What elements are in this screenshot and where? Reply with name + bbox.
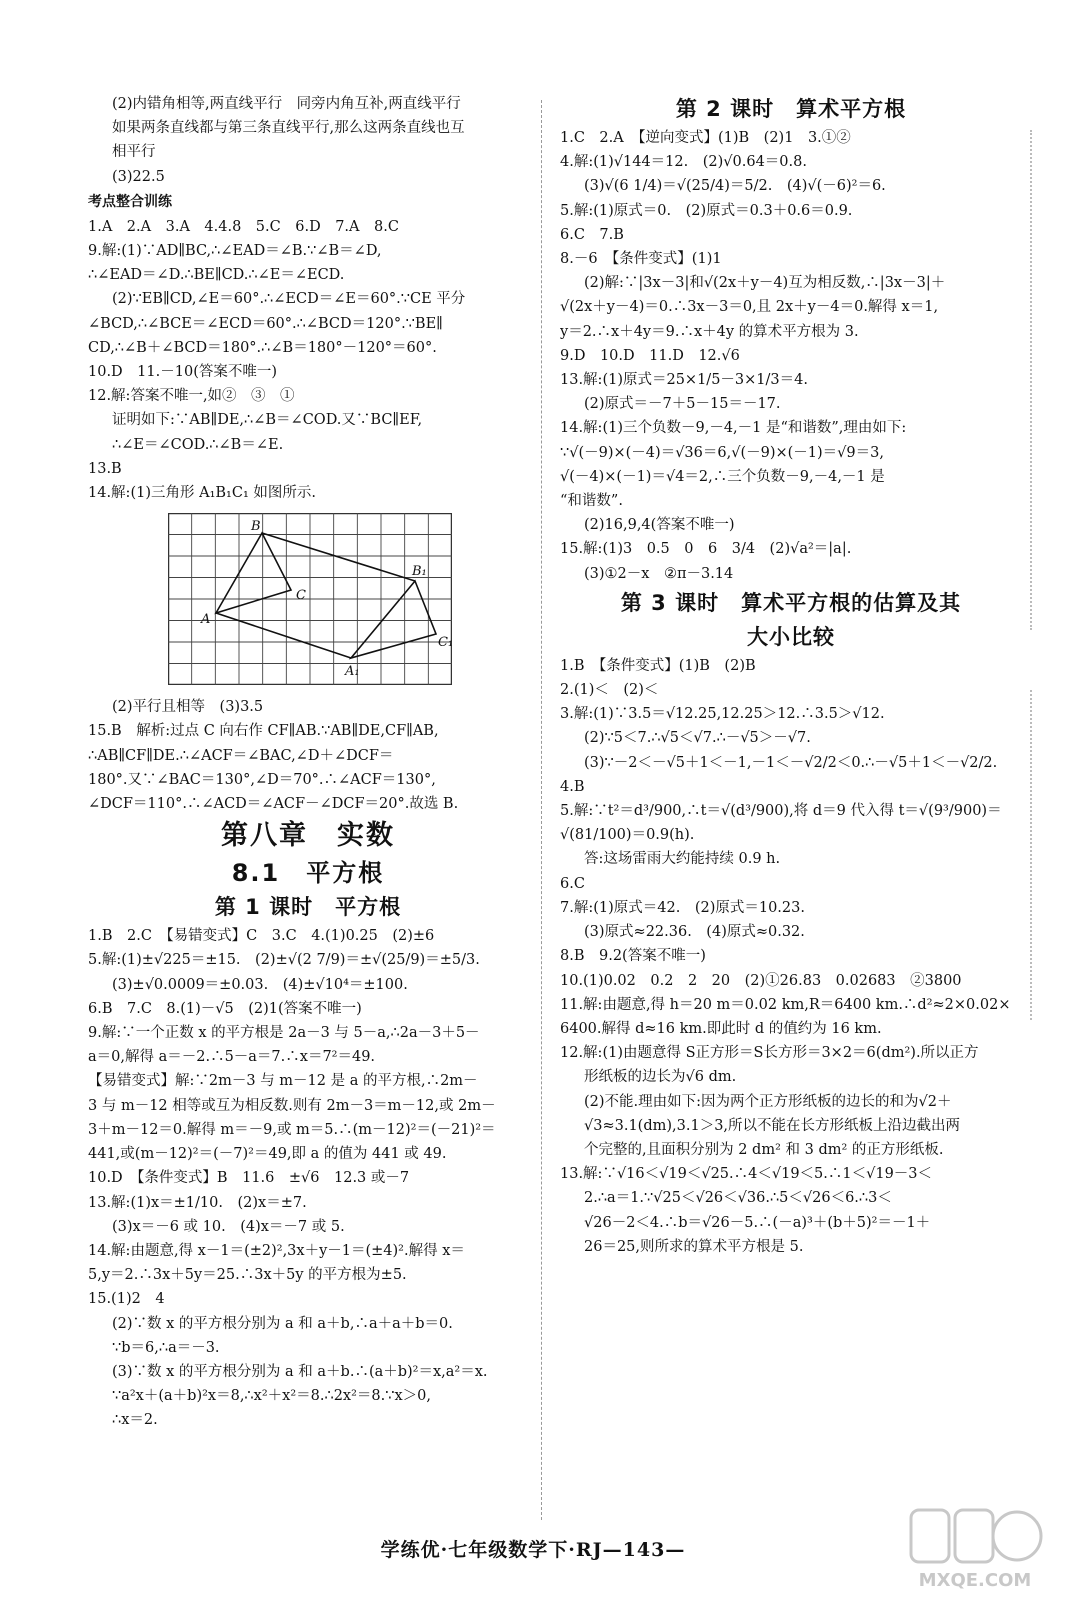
answer-line: 13.B [88, 460, 122, 477]
answer-line: ∵b＝6,∴a＝－3. [112, 1339, 220, 1356]
answer-line: 14.解:(1)三角形 A₁B₁C₁ 如图所示. [88, 485, 316, 502]
edge-dots [1030, 690, 1032, 1020]
section-heading: 第八章 实数 [221, 820, 395, 852]
answer-line: ∴AB∥CF∥DE.∴∠ACF＝∠BAC,∠D＋∠DCF＝ [88, 747, 394, 764]
answer-line: √26－2＜4.∴b＝√26－5.∴(－a)³＋(b＋5)²＝－1＋ [584, 1214, 931, 1231]
answer-line: “和谐数”. [560, 493, 623, 510]
answer-line: (2)∵5＜7.∴√5＜√7.∴－√5＞－√7. [584, 730, 811, 747]
answer-line: 5.解:(1)±√225＝±15. (2)±√(2 7/9)＝±√(25/9)＝±5/3. [88, 952, 480, 969]
triangle-abc [216, 533, 291, 613]
answer-line: 个完整的,且面积分别为 2 dm² 和 3 dm² 的正方形纸板. [584, 1141, 944, 1158]
answer-line: 15.(1)2 4 [88, 1291, 165, 1308]
answer-line: (3)√(6 1/4)＝√(25/4)＝5/2. (4)√(－6)²＝6. [584, 178, 886, 195]
answer-line: 11.解:由题意,得 h＝20 m＝0.02 km,R＝6400 km.∴d²≈2×0.02× [560, 996, 1011, 1013]
answer-line: 6.C [560, 875, 585, 892]
grid-figure [168, 513, 452, 685]
answer-line: 4.B [560, 778, 585, 795]
answer-line: √(2x＋y－4)＝0.∴3x－3＝0,且 2x＋y－4＝0.解得 x＝1, [560, 299, 939, 316]
answer-line: 10.D 【条件变式】B 11.6 ±√6 12.3 或－7 [88, 1170, 410, 1187]
answer-line: (2)解:∵|3x－3|和√(2x＋y－4)互为相反数,∴|3x－3|＋ [584, 275, 946, 292]
edge-dots [1030, 130, 1032, 630]
answer-line: ∴x＝2. [112, 1412, 158, 1429]
answer-line: 1.B 【条件变式】(1)B (2)B [560, 657, 756, 674]
section-heading: 第 2 课时 算术平方根 [675, 97, 907, 121]
answer-line: 8.－6 【条件变式】(1)1 [560, 251, 722, 268]
answer-line: (3)①2－x ②π－3.14 [584, 565, 734, 582]
label-b: B [251, 519, 261, 535]
answer-line: ∴∠E＝∠COD.∴∠B＝∠E. [112, 436, 284, 453]
answer-line: 6.C 7.B [560, 226, 624, 243]
subsection-title: 考点整合训练 [88, 193, 172, 210]
answer-line: ∵a²x＋(a＋b)²x＝8,∴x²＋x²＝8.∴2x²＝8.∵x＞0, [112, 1388, 431, 1405]
answer-line: 441,或(m－12)²＝(－7)²＝49,即 a 的值为 441 或 49. [88, 1146, 447, 1163]
answer-line: √3≈3.1(dm),3.1＞3,所以不能在长方形纸板上沿边截出两 [584, 1117, 961, 1134]
answer-line: (2)原式＝－7＋5－15＝－17. [584, 396, 781, 413]
answer-line: 如果两条直线都与第三条直线平行,那么这两条直线也互 [112, 120, 465, 137]
answer-line: (3)∵－2＜－√5＋1＜－1,－1＜－√2/2＜0.∴－√5＋1＜－√2/2. [584, 754, 998, 771]
answer-line: 2.(1)＜ (2)＜ [560, 682, 659, 699]
answer-line: (2)∵EB∥CD,∠E＝60°.∴∠ECD＝∠E＝60°.∵CE 平分 [112, 291, 466, 308]
answer-line: 12.解:(1)由题意得 S正方形＝S长方形＝3×2＝6(dm²).所以正方 [560, 1045, 979, 1062]
answer-line: 4.解:(1)√144＝12. (2)√0.64＝0.8. [560, 154, 807, 171]
answer-line: 8.B 9.2(答案不唯一) [560, 948, 706, 965]
triangle-a1b1c1 [351, 581, 436, 658]
answer-line: 12.解:答案不唯一,如② ③ ① [88, 388, 295, 405]
label-a: A [201, 612, 211, 628]
answer-line: 14.解:(1)三个负数－9,－4,－1 是“和谐数”,理由如下: [560, 420, 907, 437]
answer-line: 5,y＝2.∴3x＋5y＝25.∴3x＋5y 的平方根为±5. [88, 1267, 407, 1284]
answer-line: 答:这场雷雨大约能持续 0.9 h. [584, 851, 781, 868]
section-heading: 第 3 课时 算术平方根的估算及其 [620, 590, 962, 615]
segment-bb1 [262, 533, 415, 581]
answer-line: 7.解:(1)原式＝42. (2)原式＝10.23. [560, 899, 805, 916]
answer-line: 9.解:∵一个正数 x 的平方根是 2a－3 与 5－a,∴2a－3＋5－ [88, 1025, 480, 1042]
answer-line: 14.解:由题意,得 x－1＝(±2)²,3x＋y－1＝(±4)².解得 x＝ [88, 1242, 465, 1259]
answer-line: (3)∵数 x 的平方根分别为 a 和 a＋b.∴(a＋b)²＝x,a²＝x. [112, 1363, 488, 1380]
watermark-logo [905, 1500, 1045, 1592]
answer-line: (2)平行且相等 (3)3.5 [112, 699, 264, 716]
answer-line: (3)原式≈22.36. (4)原式≈0.32. [584, 924, 805, 941]
answer-line: (3)x＝－6 或 10. (4)x＝－7 或 5. [112, 1218, 345, 1235]
answer-line: 5.解:∵t²＝d³/900,∴t＝√(d³/900),将 d＝9 代入得 t＝√(9³/900)＝ [560, 803, 1002, 820]
answer-line: 6.B 7.C 8.(1)－√5 (2)1(答案不唯一) [88, 1000, 362, 1017]
answer-line: (2)16,9,4(答案不唯一) [584, 517, 735, 534]
segment-aa1 [216, 613, 351, 658]
answer-line: ∠BCD,∴∠BCE＝∠ECD＝60°.∴∠BCD＝120°.∵BE∥ [88, 315, 443, 332]
answer-line: 9.解:(1)∵AD∥BC,∴∠EAD＝∠B.∵∠B＝∠D, [88, 243, 382, 260]
answer-line: √(－4)×(－1)＝√4＝2,∴三个负数－9,－4,－1 是 [560, 468, 885, 485]
answer-line: √(81/100)＝0.9(h). [560, 827, 695, 844]
answer-line: 9.D 10.D 11.D 12.√6 [560, 347, 740, 364]
answer-line: (3)±√0.0009＝±0.03. (4)±√10⁴＝±100. [112, 976, 408, 993]
answer-line: a＝0,解得 a＝－2.∴5－a＝7.∴x＝7²＝49. [88, 1049, 376, 1066]
answer-line: 【易错变式】解:∵2m－3 与 m－12 是 a 的平方根,∴2m－ [88, 1073, 478, 1090]
section-heading: 8.1 平方根 [231, 859, 385, 888]
answer-line: ∠DCF＝110°.∴∠ACD＝∠ACF－∠DCF＝20°.故选 B. [88, 796, 459, 813]
answer-line: 2.∴a＝1.∵√25＜√26＜√36.∴5＜√26＜6.∴3＜ [584, 1190, 892, 1207]
section-heading: 大小比较 [747, 624, 835, 649]
answer-line: 1.C 2.A 【逆向变式】(1)B (2)1 3.①② [560, 130, 851, 146]
section-heading: 第 1 课时 平方根 [214, 895, 402, 920]
answer-line: (2)不能.理由如下:因为两个正方形纸板的边长的和为√2＋ [584, 1093, 952, 1110]
answer-line: 10.(1)0.02 0.2 2 20 (2)①26.83 0.02683 ②3800 [560, 972, 962, 989]
answer-line: 13.解:(1)原式＝25×1/5－3×1/3＝4. [560, 372, 808, 389]
left-column [88, 92, 528, 1433]
answer-line: 15.解:(1)3 0.5 0 6 3/4 (2)√a²＝|a|. [560, 541, 852, 558]
answer-line: (2)内错角相等,两直线平行 同旁内角互补,两直线平行 [112, 96, 461, 112]
answer-line: (3)22.5 [112, 168, 165, 185]
answer-line: 1.A 2.A 3.A 4.4.8 5.C 6.D 7.A 8.C [88, 218, 399, 235]
answer-line: 证明如下:∵AB∥DE,∴∠B＝∠COD.又∵BC∥EF, [112, 412, 423, 429]
label-b1: B₁ [412, 564, 427, 580]
label-c: C [296, 588, 306, 604]
answer-line: ∴∠EAD＝∠D.∴BE∥CD.∴∠E＝∠ECD. [88, 267, 345, 284]
label-c1: C₁ [438, 635, 452, 651]
answer-line: y＝2.∴x＋4y＝9.∴x＋4y 的算术平方根为 3. [560, 323, 859, 340]
answer-line: 1.B 2.C 【易错变式】C 3.C 4.(1)0.25 (2)±6 [88, 928, 435, 945]
answer-line: 5.解:(1)原式＝0. (2)原式＝0.3＋0.6＝0.9. [560, 202, 853, 219]
page-footer: 学练优·七年级数学下·RJ—143— [380, 1539, 686, 1561]
right-column [560, 92, 1022, 1259]
answer-line: 3.解:(1)∵3.5＝√12.25,12.25＞12.∴3.5＞√12. [560, 706, 885, 723]
answer-line: 3 与 m－12 相等或互为相反数.则有 2m－3＝m－12,或 2m－ [88, 1097, 496, 1114]
answer-line: 26＝25,则所求的算术平方根是 5. [584, 1238, 804, 1255]
answer-line: (2)∵数 x 的平方根分别为 a 和 a＋b,∴a＋a＋b＝0. [112, 1315, 453, 1332]
column-divider [541, 100, 542, 1520]
watermark-text: MXQE.COM [918, 1570, 1032, 1591]
answer-line: 13.解:∵√16＜√19＜√25.∴4＜√19＜5.∴1＜√19－3＜ [560, 1166, 933, 1183]
answer-line: 3＋m－12＝0.解得 m＝－9,或 m＝5.∴(m－12)²＝(－21)²＝ [88, 1121, 496, 1138]
answer-line: 相平行 [112, 144, 156, 161]
answer-line: 6400.解得 d≈16 km.即此时 d 的值约为 16 km. [560, 1020, 882, 1037]
answer-line: ∵√(－9)×(－4)＝√36＝6,√(－9)×(－1)＝√9＝3, [560, 444, 884, 461]
answer-line: 10.D 11.－10(答案不唯一) [88, 364, 278, 381]
answer-line: CD,∴∠B＋∠BCD＝180°.∴∠B＝180°－120°＝60°. [88, 339, 437, 356]
answer-line: 13.解:(1)x＝±1/10. (2)x＝±7. [88, 1194, 307, 1211]
answer-line: 形纸板的边长为√6 dm. [584, 1069, 737, 1086]
answer-line: 180°.又∵∠BAC＝130°,∠D＝70°.∴∠ACF＝130°, [88, 771, 436, 788]
answer-line: 15.B 解析:过点 C 向右作 CF∥AB.∵AB∥DE,CF∥AB, [88, 723, 439, 740]
label-a1: A₁ [345, 664, 360, 680]
